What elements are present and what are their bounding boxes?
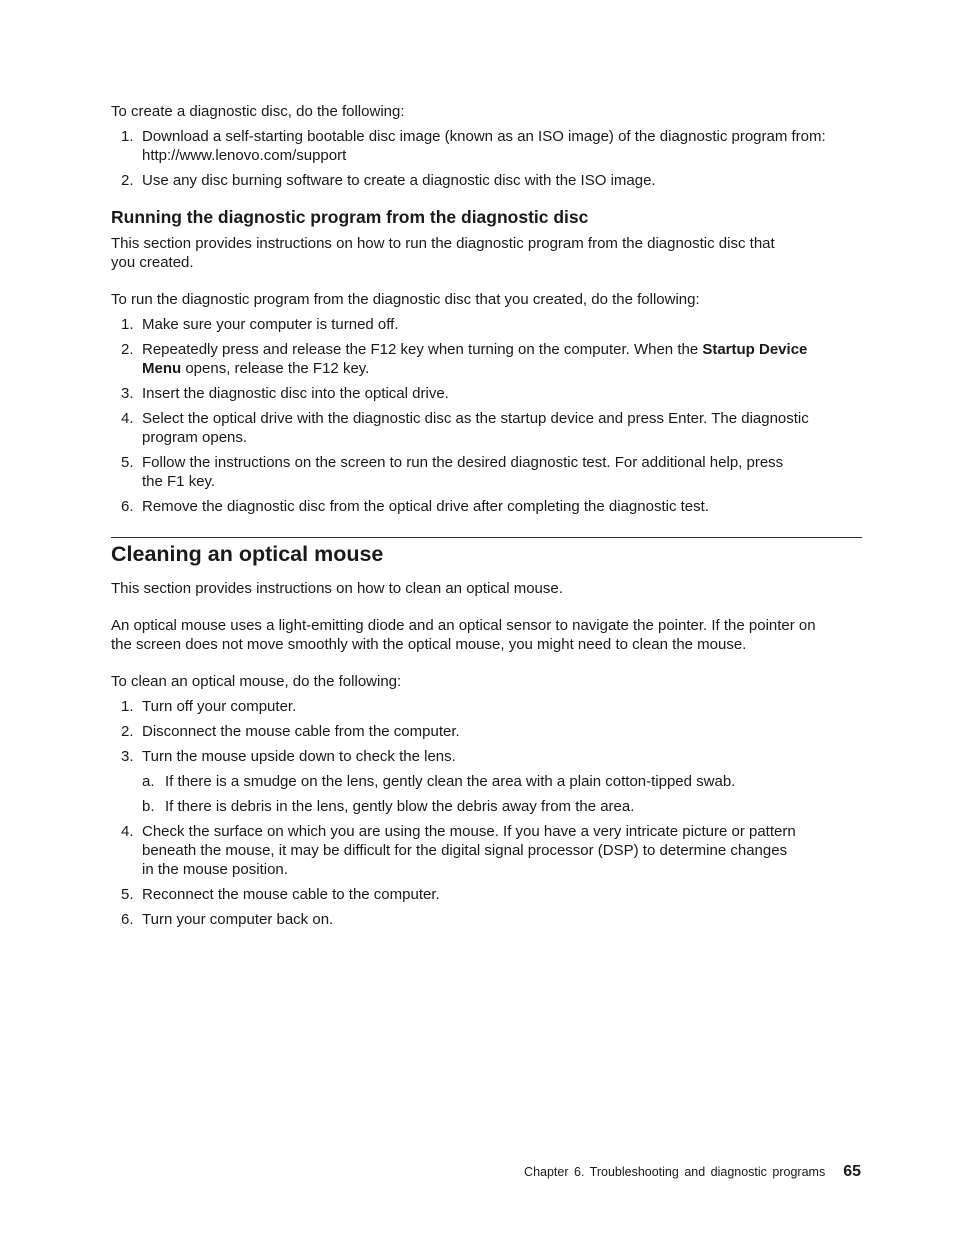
menu-name-bold: Startup Device <box>702 341 808 358</box>
list-item <box>111 910 862 929</box>
step-text: Turn your computer back on. <box>142 911 334 928</box>
step-number: 2. <box>121 172 134 189</box>
step-text: Remove the diagnostic disc from the optical drive after completing the diagnostic test. <box>142 498 709 515</box>
step-text: Repeatedly press and release the F12 key when turning on the computer. When the Startup Device Menu opens, release the F12 key. <box>142 341 808 377</box>
run-section-intro: This section provides instructions on how to run the diagnostic program from the diagnostic disc that you created. <box>111 235 775 271</box>
step-number: 4. <box>121 410 134 427</box>
list-item <box>142 797 862 816</box>
page-content <box>111 102 862 929</box>
list-item <box>142 772 862 791</box>
cleaning-mouse-heading: Cleaning an optical mouse <box>111 542 384 566</box>
substep-letter: a. <box>142 773 155 790</box>
intro-lead: To create a diagnostic disc, do the following: <box>111 103 405 120</box>
clean-mouse-steps <box>111 697 862 929</box>
step-text: Disconnect the mouse cable from the computer. <box>142 723 460 740</box>
list-item <box>111 384 862 403</box>
step-text: Select the optical drive with the diagnostic disc as the startup device and press Enter. The diagnostic program opens. <box>142 410 809 446</box>
list-item <box>111 722 862 741</box>
step-number: 1. <box>121 128 134 145</box>
list-item <box>111 697 862 716</box>
step-text: Turn off your computer. <box>142 698 297 715</box>
mouse-section-intro: This section provides instructions on how to clean an optical mouse. <box>111 580 563 597</box>
step-text: Insert the diagnostic disc into the optical drive. <box>142 385 449 402</box>
step-text: Download a self-starting bootable disc image (known as an ISO image) of the diagnostic program from: http://www.lenovo.com/support <box>142 128 826 164</box>
run-disc-steps <box>111 315 862 516</box>
list-item <box>111 453 862 491</box>
create-disc-steps <box>111 127 862 190</box>
step-number: 6. <box>121 911 134 928</box>
step-number: 1. <box>121 698 134 715</box>
step-number: 2. <box>121 723 134 740</box>
step-text: Make sure your computer is turned off. <box>142 316 399 333</box>
step-text: Turn the mouse upside down to check the lens. a. If there is a smudge on the lens, gently clean the area with a plain cotton-tipped swab. b. If there is debris in the lens, gently blow the debris away from the area. <box>142 747 862 816</box>
step-number: 3. <box>121 385 134 402</box>
substep-text: If there is debris in the lens, gently blow the debris away from the area. <box>165 798 635 815</box>
list-item <box>111 747 862 816</box>
support-url: http://www.lenovo.com/support <box>142 147 347 164</box>
step-number: 2. <box>121 341 134 358</box>
lens-substeps <box>142 772 862 816</box>
step-number: 4. <box>121 823 134 840</box>
list-item <box>111 409 862 447</box>
page-number: 65 <box>843 1163 861 1180</box>
step-text: Check the surface on which you are using the mouse. If you have a very intricate picture or pattern beneath the mouse, it may be difficult for the digital signal processor (DSP) to determine changes in the mouse position. <box>142 823 796 878</box>
step-number: 1. <box>121 316 134 333</box>
list-item <box>111 315 862 334</box>
step-number: 3. <box>121 748 134 765</box>
list-item <box>111 885 862 904</box>
list-item <box>111 497 862 516</box>
chapter-title: Chapter 6. Troubleshooting and diagnostic programs <box>524 1165 826 1179</box>
page-footer <box>524 1163 861 1181</box>
mouse-section-lead: To clean an optical mouse, do the following: <box>111 673 402 690</box>
list-item <box>111 340 862 378</box>
step-number: 5. <box>121 454 134 471</box>
list-item <box>111 127 862 165</box>
substep-letter: b. <box>142 798 155 815</box>
run-diagnostic-heading: Running the diagnostic program from the diagnostic disc <box>111 207 589 227</box>
step-text: Follow the instructions on the screen to run the desired diagnostic test. For additional help, press the F1 key. <box>142 454 784 490</box>
section-divider <box>111 537 862 538</box>
menu-name-bold: Menu <box>142 360 182 377</box>
mouse-section-description: An optical mouse uses a light-emitting diode and an optical sensor to navigate the pointer. If the pointer on the screen does not move smoothly with the optical mouse, you might need to clean the mouse. <box>111 617 816 653</box>
step-number: 6. <box>121 498 134 515</box>
substep-text: If there is a smudge on the lens, gently clean the area with a plain cotton-tipped swab. <box>165 773 736 790</box>
step-number: 5. <box>121 886 134 903</box>
step-text: Use any disc burning software to create a diagnostic disc with the ISO image. <box>142 172 656 189</box>
step-text: Reconnect the mouse cable to the computer. <box>142 886 440 903</box>
list-item <box>111 822 862 879</box>
list-item <box>111 171 862 190</box>
run-section-lead: To run the diagnostic program from the diagnostic disc that you created, do the following: <box>111 291 700 308</box>
